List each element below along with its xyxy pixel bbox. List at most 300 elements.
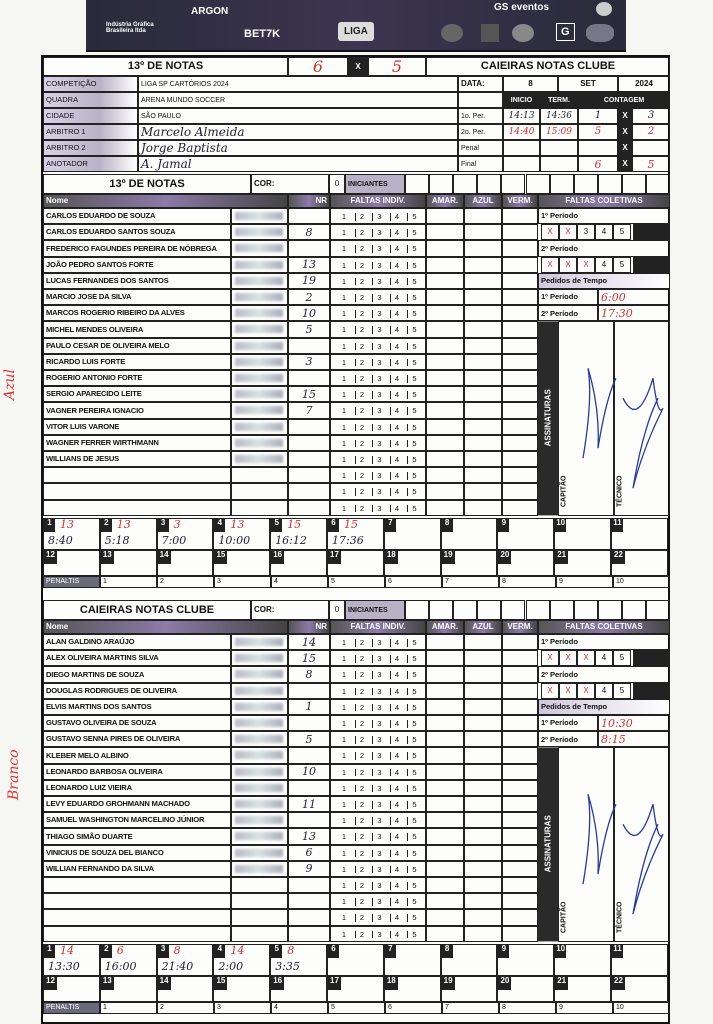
foul-box[interactable]: 3	[372, 375, 386, 383]
foul-box[interactable]: 3	[372, 866, 386, 874]
penalty-box[interactable]: 1	[100, 1002, 157, 1014]
foul-box[interactable]: 5	[407, 752, 421, 760]
coletiva-box-1[interactable]: 4	[595, 224, 613, 240]
goal-cell-2[interactable]	[384, 550, 441, 576]
foul-box[interactable]: 4	[390, 213, 404, 221]
foul-box[interactable]: 4	[390, 343, 404, 351]
foul-box[interactable]: 2	[355, 866, 369, 874]
amar-cell[interactable]	[426, 764, 464, 780]
foul-box[interactable]: 3	[372, 752, 386, 760]
foul-box[interactable]: 4	[390, 671, 404, 679]
foul-box[interactable]: 3	[372, 882, 386, 890]
foul-box[interactable]: 4	[390, 817, 404, 825]
foul-box[interactable]: 2	[355, 817, 369, 825]
foul-box[interactable]: 5	[407, 278, 421, 286]
penalty-box[interactable]: 5	[328, 1002, 385, 1014]
coletiva-box-2[interactable]: X	[541, 257, 559, 273]
foul-box[interactable]: 2	[355, 801, 369, 809]
foul-box[interactable]: 2	[355, 245, 369, 253]
azul-cell[interactable]	[464, 731, 502, 747]
foul-box[interactable]: 1	[341, 260, 347, 270]
foul-box[interactable]: 3	[372, 671, 386, 679]
azul-cell[interactable]	[464, 650, 502, 666]
foul-box[interactable]: 4	[390, 424, 404, 432]
foul-box[interactable]: 3	[372, 440, 386, 448]
foul-box[interactable]: 5	[407, 375, 421, 383]
azul-cell[interactable]	[464, 354, 502, 370]
goal-cell-2[interactable]	[441, 976, 498, 1002]
foul-box[interactable]: 3	[372, 688, 386, 696]
coletiva-box-1[interactable]: X	[541, 224, 559, 240]
foul-box[interactable]: 5	[407, 326, 421, 334]
goal-cell-2[interactable]	[497, 976, 554, 1002]
amar-cell[interactable]	[426, 208, 464, 224]
azul-cell[interactable]	[464, 747, 502, 763]
azul-cell[interactable]	[464, 305, 502, 321]
verm-cell[interactable]	[502, 764, 538, 780]
verm-cell[interactable]	[502, 370, 538, 386]
azul-cell[interactable]	[464, 419, 502, 435]
foul-box[interactable]: 4	[390, 866, 404, 874]
goal-cell-2[interactable]	[327, 550, 384, 576]
goal-cell[interactable]	[441, 518, 498, 550]
azul-cell[interactable]	[464, 289, 502, 305]
amar-cell[interactable]	[426, 699, 464, 715]
azul-cell[interactable]	[464, 483, 502, 499]
coletiva-box-1[interactable]: X	[541, 650, 559, 666]
goal-cell-2[interactable]	[327, 976, 384, 1002]
foul-box[interactable]: 5	[407, 229, 421, 237]
foul-box[interactable]: 5	[407, 833, 421, 841]
foul-box[interactable]: 3	[372, 817, 386, 825]
verm-cell[interactable]	[502, 435, 538, 451]
goal-cell-2[interactable]	[554, 976, 611, 1002]
foul-box[interactable]: 1	[341, 670, 347, 680]
amar-cell[interactable]	[426, 338, 464, 354]
azul-cell[interactable]	[464, 666, 502, 682]
foul-box[interactable]: 3	[372, 898, 386, 906]
verm-cell[interactable]	[502, 321, 538, 337]
verm-cell[interactable]	[502, 650, 538, 666]
penalty-box[interactable]: 10	[613, 1002, 670, 1014]
goal-cell-2[interactable]	[497, 550, 554, 576]
goal-cell-2[interactable]	[554, 550, 611, 576]
goal-cell-2[interactable]	[213, 976, 270, 1002]
foul-box[interactable]: 4	[390, 785, 404, 793]
azul-cell[interactable]	[464, 796, 502, 812]
foul-box[interactable]: 4	[390, 769, 404, 777]
foul-box[interactable]: 5	[407, 720, 421, 728]
foul-box[interactable]: 1	[341, 276, 347, 286]
foul-box[interactable]: 1	[341, 864, 347, 874]
foul-box[interactable]: 4	[390, 688, 404, 696]
penalty-box[interactable]: 2	[157, 576, 214, 588]
verm-cell[interactable]	[502, 634, 538, 650]
coletiva-box-1[interactable]: 3	[577, 224, 595, 240]
foul-box[interactable]: 2	[355, 882, 369, 890]
azul-cell[interactable]	[464, 500, 502, 516]
azul-cell[interactable]	[464, 338, 502, 354]
foul-box[interactable]: 5	[407, 407, 421, 415]
verm-cell[interactable]	[502, 257, 538, 273]
goal-cell[interactable]	[213, 518, 270, 550]
foul-box[interactable]: 3	[372, 655, 386, 663]
foul-box[interactable]: 1	[341, 390, 347, 400]
goal-cell[interactable]	[327, 518, 384, 550]
foul-box[interactable]: 1	[341, 244, 347, 254]
foul-box[interactable]: 4	[390, 850, 404, 858]
azul-cell[interactable]	[464, 764, 502, 780]
azul-cell[interactable]	[464, 273, 502, 289]
foul-box[interactable]: 1	[341, 897, 347, 907]
azul-cell[interactable]	[464, 467, 502, 483]
foul-box[interactable]: 5	[407, 898, 421, 906]
amar-cell[interactable]	[426, 402, 464, 418]
goal-cell[interactable]	[270, 518, 327, 550]
foul-box[interactable]: 1	[341, 767, 347, 777]
foul-box[interactable]: 3	[372, 736, 386, 744]
goal-cell-2[interactable]	[441, 550, 498, 576]
foul-box[interactable]: 2	[355, 375, 369, 383]
azul-cell[interactable]	[464, 208, 502, 224]
coletiva-box-2[interactable]: 5	[613, 257, 631, 273]
verm-cell[interactable]	[502, 861, 538, 877]
foul-box[interactable]: 4	[390, 278, 404, 286]
penalty-box[interactable]: 9	[556, 576, 613, 588]
verm-cell[interactable]	[502, 926, 538, 942]
foul-box[interactable]: 1	[341, 719, 347, 728]
foul-box[interactable]: 2	[355, 914, 369, 922]
verm-cell[interactable]	[502, 483, 538, 499]
amar-cell[interactable]	[426, 240, 464, 256]
foul-box[interactable]: 4	[390, 898, 404, 906]
penalty-box[interactable]: 7	[442, 1002, 499, 1014]
foul-box[interactable]: 4	[390, 882, 404, 890]
azul-cell[interactable]	[464, 828, 502, 844]
goal-cell[interactable]	[611, 944, 668, 976]
goal-cell-2[interactable]	[611, 976, 668, 1002]
amar-cell[interactable]	[426, 634, 464, 650]
verm-cell[interactable]	[502, 208, 538, 224]
amar-cell[interactable]	[426, 386, 464, 402]
foul-box[interactable]: 3	[372, 704, 386, 712]
foul-box[interactable]: 2	[355, 440, 369, 448]
goal-cell-2[interactable]	[157, 976, 214, 1002]
foul-box[interactable]: 2	[355, 833, 369, 841]
amar-cell[interactable]	[426, 483, 464, 499]
amar-cell[interactable]	[426, 370, 464, 386]
foul-box[interactable]: 1	[341, 357, 347, 367]
foul-box[interactable]: 5	[407, 882, 421, 890]
foul-box[interactable]: 5	[407, 639, 421, 647]
foul-box[interactable]: 4	[390, 736, 404, 744]
foul-box[interactable]: 4	[390, 931, 404, 939]
azul-cell[interactable]	[464, 845, 502, 861]
goal-cell-2[interactable]	[213, 550, 270, 576]
foul-box[interactable]: 4	[390, 391, 404, 399]
foul-box[interactable]: 3	[372, 343, 386, 351]
foul-box[interactable]: 5	[407, 688, 421, 696]
amar-cell[interactable]	[426, 666, 464, 682]
foul-box[interactable]: 5	[407, 213, 421, 221]
goal-cell[interactable]	[157, 518, 214, 550]
foul-box[interactable]: 3	[372, 488, 386, 496]
goal-cell-2[interactable]	[611, 550, 668, 576]
penalty-box[interactable]: 8	[499, 576, 556, 588]
azul-cell[interactable]	[464, 321, 502, 337]
goal-cell[interactable]	[554, 944, 611, 976]
foul-box[interactable]: 3	[372, 326, 386, 334]
verm-cell[interactable]	[502, 812, 538, 828]
foul-box[interactable]: 1	[341, 325, 347, 335]
azul-cell[interactable]	[464, 257, 502, 273]
verm-cell[interactable]	[502, 796, 538, 812]
foul-box[interactable]: 5	[407, 769, 421, 777]
verm-cell[interactable]	[502, 224, 538, 240]
azul-cell[interactable]	[464, 909, 502, 925]
foul-box[interactable]: 4	[390, 720, 404, 728]
verm-cell[interactable]	[502, 338, 538, 354]
foul-box[interactable]: 1	[341, 471, 347, 481]
amar-cell[interactable]	[426, 796, 464, 812]
foul-box[interactable]: 3	[372, 229, 386, 237]
foul-box[interactable]: 1	[341, 406, 347, 416]
amar-cell[interactable]	[426, 683, 464, 699]
goal-cell-2[interactable]	[384, 976, 441, 1002]
foul-box[interactable]: 2	[355, 359, 369, 367]
foul-box[interactable]: 3	[372, 769, 386, 777]
foul-box[interactable]: 5	[407, 801, 421, 809]
amar-cell[interactable]	[426, 828, 464, 844]
foul-box[interactable]: 3	[372, 801, 386, 809]
foul-box[interactable]: 3	[372, 262, 386, 270]
foul-box[interactable]: 5	[407, 505, 421, 513]
foul-box[interactable]: 1	[341, 503, 347, 513]
foul-box[interactable]: 1	[341, 374, 347, 383]
foul-box[interactable]: 5	[407, 736, 421, 744]
foul-box[interactable]: 4	[390, 294, 404, 302]
foul-box[interactable]: 3	[372, 245, 386, 253]
goal-cell[interactable]	[100, 944, 157, 976]
foul-box[interactable]: 2	[355, 671, 369, 679]
goal-cell[interactable]	[157, 944, 214, 976]
amar-cell[interactable]	[426, 731, 464, 747]
amar-cell[interactable]	[426, 926, 464, 942]
verm-cell[interactable]	[502, 354, 538, 370]
amar-cell[interactable]	[426, 257, 464, 273]
amar-cell[interactable]	[426, 877, 464, 893]
penalty-box[interactable]: 1	[100, 576, 157, 588]
foul-box[interactable]: 1	[341, 751, 347, 761]
penalty-box[interactable]: 3	[214, 576, 271, 588]
foul-box[interactable]: 4	[390, 801, 404, 809]
foul-box[interactable]: 1	[341, 438, 347, 448]
verm-cell[interactable]	[502, 877, 538, 893]
foul-box[interactable]: 4	[390, 639, 404, 647]
azul-cell[interactable]	[464, 634, 502, 650]
coletiva-box-2[interactable]: 4	[595, 257, 613, 273]
goal-cell[interactable]	[384, 518, 441, 550]
goal-cell[interactable]	[497, 518, 554, 550]
amar-cell[interactable]	[426, 467, 464, 483]
verm-cell[interactable]	[502, 451, 538, 467]
foul-box[interactable]: 1	[341, 929, 347, 939]
foul-box[interactable]: 3	[372, 213, 386, 221]
goal-cell[interactable]	[100, 518, 157, 550]
azul-cell[interactable]	[464, 683, 502, 699]
foul-box[interactable]: 2	[355, 850, 369, 858]
amar-cell[interactable]	[426, 451, 464, 467]
foul-box[interactable]: 2	[355, 785, 369, 793]
foul-box[interactable]: 5	[407, 343, 421, 351]
foul-box[interactable]: 3	[372, 639, 386, 647]
verm-cell[interactable]	[502, 289, 538, 305]
azul-cell[interactable]	[464, 877, 502, 893]
coletiva-box-2[interactable]: X	[559, 257, 577, 273]
foul-box[interactable]: 1	[341, 848, 347, 858]
amar-cell[interactable]	[426, 747, 464, 763]
foul-box[interactable]: 1	[341, 832, 347, 842]
foul-box[interactable]: 3	[372, 294, 386, 302]
foul-box[interactable]: 1	[341, 913, 347, 923]
azul-cell[interactable]	[464, 780, 502, 796]
foul-box[interactable]: 1	[341, 735, 347, 745]
penalty-box[interactable]: 10	[613, 576, 670, 588]
foul-box[interactable]: 2	[355, 769, 369, 777]
foul-box[interactable]: 5	[407, 817, 421, 825]
verm-cell[interactable]	[502, 909, 538, 925]
foul-box[interactable]: 2	[355, 720, 369, 728]
goal-cell[interactable]	[327, 944, 384, 976]
foul-box[interactable]: 4	[390, 704, 404, 712]
coletiva-box-1[interactable]: 4	[595, 650, 613, 666]
verm-cell[interactable]	[502, 273, 538, 289]
verm-cell[interactable]	[502, 386, 538, 402]
amar-cell[interactable]	[426, 780, 464, 796]
foul-box[interactable]: 3	[372, 359, 386, 367]
verm-cell[interactable]	[502, 845, 538, 861]
foul-box[interactable]: 1	[341, 293, 347, 302]
foul-box[interactable]: 4	[390, 505, 404, 513]
foul-box[interactable]: 5	[407, 472, 421, 480]
foul-box[interactable]: 1	[341, 228, 347, 238]
foul-box[interactable]: 4	[390, 326, 404, 334]
azul-cell[interactable]	[464, 435, 502, 451]
foul-box[interactable]: 3	[372, 931, 386, 939]
penalty-box[interactable]: 5	[328, 576, 385, 588]
azul-cell[interactable]	[464, 699, 502, 715]
goal-cell[interactable]	[554, 518, 611, 550]
goal-cell[interactable]	[43, 518, 100, 550]
azul-cell[interactable]	[464, 451, 502, 467]
penalty-box[interactable]: 4	[271, 1002, 328, 1014]
azul-cell[interactable]	[464, 386, 502, 402]
foul-box[interactable]: 3	[372, 424, 386, 432]
goal-cell[interactable]	[441, 944, 498, 976]
foul-box[interactable]: 5	[407, 671, 421, 679]
coletiva-box-1[interactable]: X	[559, 650, 577, 666]
amar-cell[interactable]	[426, 812, 464, 828]
verm-cell[interactable]	[502, 715, 538, 731]
coletiva-box-2[interactable]: 5	[613, 683, 631, 699]
foul-box[interactable]: 3	[372, 914, 386, 922]
penalty-box[interactable]: 7	[442, 576, 499, 588]
foul-box[interactable]: 5	[407, 655, 421, 663]
foul-box[interactable]: 2	[355, 310, 369, 318]
goal-cell-2[interactable]	[43, 976, 100, 1002]
azul-cell[interactable]	[464, 402, 502, 418]
foul-box[interactable]: 1	[341, 702, 347, 712]
foul-box[interactable]: 2	[355, 688, 369, 696]
amar-cell[interactable]	[426, 845, 464, 861]
amar-cell[interactable]	[426, 273, 464, 289]
foul-box[interactable]: 2	[355, 488, 369, 496]
coletiva-box-2[interactable]: X	[541, 683, 559, 699]
foul-box[interactable]: 1	[341, 422, 347, 432]
foul-box[interactable]: 2	[355, 407, 369, 415]
verm-cell[interactable]	[502, 828, 538, 844]
foul-box[interactable]: 4	[390, 262, 404, 270]
foul-box[interactable]: 3	[372, 850, 386, 858]
foul-box[interactable]: 5	[407, 310, 421, 318]
azul-cell[interactable]	[464, 893, 502, 909]
foul-box[interactable]: 1	[341, 212, 347, 221]
foul-box[interactable]: 2	[355, 655, 369, 663]
coletiva-box-1[interactable]: X	[559, 224, 577, 240]
foul-box[interactable]: 4	[390, 310, 404, 318]
foul-box[interactable]: 5	[407, 456, 421, 464]
foul-box[interactable]: 3	[372, 407, 386, 415]
foul-box[interactable]: 2	[355, 229, 369, 237]
foul-box[interactable]: 4	[390, 456, 404, 464]
foul-box[interactable]: 4	[390, 833, 404, 841]
foul-box[interactable]: 4	[390, 359, 404, 367]
amar-cell[interactable]	[426, 715, 464, 731]
foul-box[interactable]: 1	[341, 816, 347, 826]
foul-box[interactable]: 4	[390, 914, 404, 922]
amar-cell[interactable]	[426, 650, 464, 666]
penalty-box[interactable]: 9	[556, 1002, 613, 1014]
foul-box[interactable]: 2	[355, 505, 369, 513]
foul-box[interactable]: 1	[341, 487, 347, 497]
foul-box[interactable]: 5	[407, 424, 421, 432]
verm-cell[interactable]	[502, 402, 538, 418]
foul-box[interactable]: 2	[355, 931, 369, 939]
foul-box[interactable]: 5	[407, 914, 421, 922]
foul-box[interactable]: 3	[372, 472, 386, 480]
foul-box[interactable]: 2	[355, 213, 369, 221]
azul-cell[interactable]	[464, 715, 502, 731]
foul-box[interactable]: 2	[355, 898, 369, 906]
foul-box[interactable]: 4	[390, 229, 404, 237]
foul-box[interactable]: 5	[407, 294, 421, 302]
verm-cell[interactable]	[502, 467, 538, 483]
penalty-box[interactable]: 2	[157, 1002, 214, 1014]
penalty-box[interactable]: 3	[214, 1002, 271, 1014]
foul-box[interactable]: 2	[355, 456, 369, 464]
foul-box[interactable]: 3	[372, 310, 386, 318]
amar-cell[interactable]	[426, 224, 464, 240]
verm-cell[interactable]	[502, 893, 538, 909]
foul-box[interactable]: 2	[355, 294, 369, 302]
foul-box[interactable]: 1	[341, 455, 347, 464]
foul-box[interactable]: 5	[407, 850, 421, 858]
foul-box[interactable]: 5	[407, 359, 421, 367]
verm-cell[interactable]	[502, 240, 538, 256]
foul-box[interactable]: 5	[407, 785, 421, 793]
foul-box[interactable]: 2	[355, 278, 369, 286]
verm-cell[interactable]	[502, 666, 538, 682]
